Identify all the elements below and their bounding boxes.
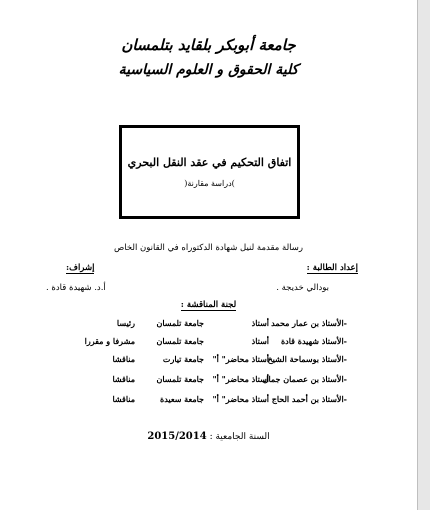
jury-member-role: مشرفا و مقررا: [84, 336, 135, 346]
jury-member-university: جامعة تلمسان: [156, 374, 204, 384]
jury-label: [0, 300, 417, 310]
thesis-title: اتفاق التحكيم في عقد النقل البحري: [127, 156, 292, 169]
jury-label-text: لجنة المناقشة :: [180, 300, 237, 310]
jury-member-rank: أستاذ: [251, 336, 269, 346]
jury-member-role: مناقشا: [112, 394, 135, 404]
jury-row: [0, 336, 417, 350]
university-name: جامعة أبوبكر بلقايد بتلمسان: [121, 36, 296, 54]
title-frame: [119, 125, 300, 219]
jury-row: [0, 318, 417, 332]
faculty-name: كلية الحقوق و العلوم السياسية: [118, 62, 299, 78]
jury-row: [0, 394, 417, 408]
jury-member-rank: أستاذ محاضر" أ": [212, 354, 269, 364]
jury-member-name: -الأستاذ شهيدة قادة: [280, 336, 347, 346]
jury-member-rank: أستاذ محاضر" أ": [212, 374, 269, 384]
jury-member-name: -الأستاذ بن عصمان جمال: [262, 374, 347, 384]
jury-member-rank: أستاذ: [251, 318, 269, 328]
viewer-scrollbar[interactable]: [418, 0, 430, 510]
jury-member-role: مناقشا: [112, 374, 135, 384]
jury-member-rank: أستاذ محاضر" أ": [212, 394, 269, 404]
jury-member-university: جامعة تلمسان: [156, 336, 204, 346]
jury-member-name: -الأستاذ بن أحمد الحاج: [271, 394, 347, 404]
jury-member-role: مناقشا: [112, 354, 135, 364]
jury-member-name: -الأستاذ بن عمار محمد: [271, 318, 347, 328]
jury-row: [0, 374, 417, 388]
thesis-purpose: رسالة مقدمة لنيل شهادة الدكتوراه في القانون الخاص: [114, 243, 303, 253]
preparer-name: بودالي خديجة .: [276, 283, 329, 293]
jury-member-university: جامعة تلمسان: [156, 318, 204, 328]
jury-member-role: رئيسا: [116, 318, 135, 328]
preparer-label: إعداد الطالبة :: [306, 263, 358, 273]
jury-member-university: جامعة سعيدة: [160, 394, 204, 404]
jury-member-name: -الأستاذ بوسماحة الشيخ: [267, 354, 347, 364]
jury-row: [0, 354, 417, 368]
academic-year: [0, 431, 417, 442]
academic-year-label: السنة الجامعية :: [209, 432, 270, 442]
supervisor-label: إشراف:: [66, 263, 95, 273]
thesis-subtitle: )دراسة مقارنة(: [184, 179, 235, 188]
academic-year-value: 2015/2014: [147, 431, 207, 442]
supervisor-name: أ.د. شهيدة قادة .: [46, 283, 106, 293]
jury-member-university: جامعة تيارت: [162, 354, 204, 364]
